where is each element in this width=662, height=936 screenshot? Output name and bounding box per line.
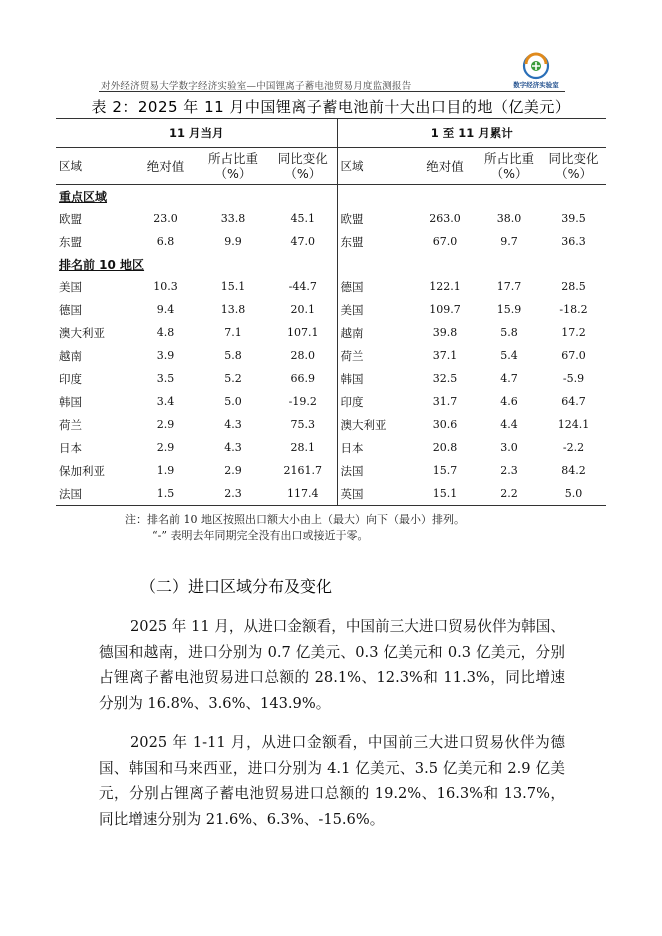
left-absolute-value: 23.0 — [153, 212, 178, 225]
right-share-value: 4.6 — [500, 395, 518, 408]
section-heading: （二）进口区域分布及变化 — [140, 577, 333, 596]
paragraph-2 — [99, 730, 565, 832]
right-region-name: 欧盟 — [340, 211, 364, 226]
col-yoy-right-l2: （%） — [555, 166, 592, 181]
left-region-name: 荷兰 — [59, 417, 82, 432]
right-absolute-value: 15.7 — [432, 464, 458, 477]
col-yoy-left — [269, 148, 337, 185]
right-absolute-value: 263.0 — [429, 212, 461, 225]
left-yoy-value: 28.0 — [269, 344, 337, 367]
col-absolute-right: 绝对值 — [413, 148, 477, 185]
section-key-regions-label — [56, 185, 337, 208]
table-row — [56, 367, 606, 390]
right-absolute-value: 30.6 — [432, 418, 458, 431]
table-note-2: “-” 表明去年同期完全没有出口或接近于零。 — [152, 529, 369, 542]
left-yoy-value: 47.0 — [269, 230, 337, 253]
right-absolute-value: 32.5 — [432, 372, 458, 385]
right-yoy-value: 36.3 — [561, 235, 586, 248]
left-yoy-value: 107.1 — [269, 321, 337, 344]
left-share-value: 5.8 — [224, 349, 242, 362]
left-region-name: 德国 — [59, 302, 82, 317]
col-share-left — [197, 148, 269, 185]
table-row — [56, 321, 606, 344]
table-row — [56, 482, 606, 506]
left-share-value: 2.3 — [197, 482, 269, 506]
right-region-name: 法国 — [340, 463, 364, 478]
left-region-name: 韩国 — [59, 394, 82, 409]
left-yoy-value: 28.1 — [269, 436, 337, 459]
left-region-name: 法国 — [56, 482, 134, 506]
left-region-name: 东盟 — [59, 234, 82, 249]
right-absolute-value: 122.1 — [429, 280, 461, 293]
paragraph-1-text: 2025 年 11 月，从进口金额看，中国前三大进口贸易伙伴为韩国、德国和越南，进口分别为 0.7 亿美元、0.3 亿美元和 0.3 亿美元，分别占锂离子蓄电池贸易进口总额的 28.1%、12.3%和 11.3%，同比增速分别为 16.8%、3.6%、143.9%。 — [99, 618, 565, 712]
col-yoy-right-l1: 同比变化 — [548, 151, 599, 166]
col-share-right-l1: 所占比重 — [484, 151, 535, 166]
section-key-regions — [56, 185, 606, 208]
right-region-name: 澳大利亚 — [340, 417, 387, 432]
right-yoy-value: 17.2 — [561, 326, 586, 339]
left-region-name: 保加利亚 — [59, 463, 105, 478]
right-share-value: 9.7 — [500, 235, 518, 248]
table-row — [56, 344, 606, 367]
col-yoy-left-l2: （%） — [284, 166, 322, 181]
left-share-value: 2.9 — [224, 464, 242, 477]
table-row — [56, 275, 606, 298]
col-share-right-l2: （%） — [490, 166, 528, 181]
left-yoy-value: 117.4 — [269, 482, 337, 506]
right-yoy-value: 84.2 — [561, 464, 586, 477]
table-row — [56, 230, 606, 253]
right-yoy-value: 39.5 — [561, 212, 586, 225]
header-divider — [99, 91, 565, 92]
left-absolute-value: 2.9 — [156, 441, 175, 454]
group-cumulative: 1 至 11 月累计 — [337, 119, 606, 148]
right-share-value: 4.4 — [500, 418, 518, 431]
right-yoy-value: 67.0 — [561, 349, 586, 362]
right-share-value: 38.0 — [496, 212, 522, 225]
left-share-value: 4.3 — [224, 418, 242, 431]
left-region-name: 日本 — [59, 440, 82, 455]
left-absolute-value: 3.5 — [156, 372, 175, 385]
right-region-name: 印度 — [340, 394, 364, 409]
left-absolute-value: 2.9 — [156, 418, 175, 431]
table-row — [56, 390, 606, 413]
section-top10-spacer — [337, 253, 606, 275]
right-yoy-value: -2.2 — [562, 441, 585, 454]
section-top10 — [56, 253, 606, 275]
left-share-value: 13.8 — [220, 303, 246, 316]
col-share-left-l1: 所占比重 — [207, 151, 258, 166]
section-key-regions-spacer — [337, 185, 606, 208]
left-share-value: 9.9 — [224, 235, 242, 248]
left-share-value: 5.2 — [224, 372, 242, 385]
right-share-value: 4.7 — [500, 372, 518, 385]
right-absolute-value: 39.8 — [432, 326, 458, 339]
right-region-name: 美国 — [340, 302, 364, 317]
left-share-value: 15.1 — [220, 280, 246, 293]
right-share-value: 5.4 — [500, 349, 518, 362]
group-current-month: 11 月当月 — [56, 119, 337, 148]
col-absolute-left: 绝对值 — [134, 148, 197, 185]
right-absolute-value: 37.1 — [432, 349, 458, 362]
table-row — [56, 413, 606, 436]
left-absolute-value: 1.9 — [156, 464, 175, 477]
left-yoy-value: -44.7 — [269, 275, 337, 298]
right-absolute-value: 67.0 — [432, 235, 458, 248]
left-region-name: 欧盟 — [59, 211, 82, 226]
col-region-left: 区域 — [56, 148, 134, 185]
left-absolute-value: 3.4 — [156, 395, 175, 408]
col-yoy-right — [541, 148, 606, 185]
right-yoy-value: 124.1 — [557, 418, 590, 431]
left-region-name: 越南 — [59, 348, 82, 363]
table-row — [56, 459, 606, 482]
left-share-value: 4.3 — [224, 441, 242, 454]
right-yoy-value: 64.7 — [561, 395, 586, 408]
left-region-name: 美国 — [59, 279, 82, 294]
left-absolute-value: 1.5 — [134, 482, 197, 506]
logo-label: 数字经济实验室 — [513, 81, 559, 89]
right-region-name: 荷兰 — [340, 348, 364, 363]
paragraph-2-text: 2025 年 1-11 月，从进口金额看，中国前三大进口贸易伙伴为德国、韩国和马来西亚，进口分别为 4.1 亿美元、3.5 亿美元和 2.9 亿美元，分别占锂离子蓄电池贸易进口总额的 19.2%、16.3%和 13.7%，同比增速分别为 21.6%、6.3%、-15.6%。 — [99, 734, 565, 828]
col-region-right: 区域 — [337, 148, 413, 185]
paragraph-1 — [99, 614, 565, 716]
right-region-name: 英国 — [337, 482, 413, 506]
section-top10-text: 排名前 10 地区 — [59, 257, 145, 272]
right-share-value: 5.8 — [500, 326, 518, 339]
table-row — [56, 436, 606, 459]
left-absolute-value: 6.8 — [156, 235, 175, 248]
section-key-regions-text: 重点区域 — [59, 189, 108, 204]
left-absolute-value: 9.4 — [156, 303, 175, 316]
left-yoy-value: 75.3 — [269, 413, 337, 436]
report-header: 对外经济贸易大学数字经济实验室—中国锂离子蓄电池贸易月度监测报告 — [101, 81, 412, 92]
left-absolute-value: 3.9 — [156, 349, 175, 362]
right-yoy-value: 5.0 — [541, 482, 606, 506]
right-yoy-value: -18.2 — [559, 303, 588, 316]
table-note-1: 注：排名前 10 地区按照出口额大小由上（最大）向下（最小）排列。 — [125, 513, 465, 526]
column-header-row — [56, 148, 606, 185]
left-yoy-value: 2161.7 — [269, 459, 337, 482]
left-absolute-value: 10.3 — [153, 280, 178, 293]
right-region-name: 日本 — [340, 440, 364, 455]
right-absolute-value: 109.7 — [429, 303, 461, 316]
group-header-row — [56, 119, 606, 148]
left-region-name: 印度 — [59, 371, 82, 386]
left-yoy-value: 45.1 — [269, 207, 337, 230]
table-row — [56, 298, 606, 321]
left-region-name: 澳大利亚 — [59, 325, 105, 340]
left-yoy-value: 66.9 — [269, 367, 337, 390]
right-share-value: 2.2 — [477, 482, 541, 506]
right-region-name: 东盟 — [340, 234, 364, 249]
left-yoy-value: 20.1 — [269, 298, 337, 321]
right-share-value: 15.9 — [496, 303, 522, 316]
right-region-name: 德国 — [340, 279, 364, 294]
col-share-right — [477, 148, 541, 185]
section-top10-label — [56, 253, 337, 275]
left-share-value: 33.8 — [220, 212, 246, 225]
right-region-name: 越南 — [340, 325, 364, 340]
left-share-value: 5.0 — [224, 395, 242, 408]
left-share-value: 7.1 — [224, 326, 242, 339]
right-yoy-value: 28.5 — [561, 280, 586, 293]
col-yoy-left-l1: 同比变化 — [277, 151, 328, 166]
left-yoy-value: -19.2 — [269, 390, 337, 413]
right-share-value: 3.0 — [500, 441, 518, 454]
right-share-value: 2.3 — [500, 464, 518, 477]
right-absolute-value: 15.1 — [413, 482, 477, 506]
left-absolute-value: 4.8 — [156, 326, 175, 339]
table-row — [56, 207, 606, 230]
table-title: 表 2：2025 年 11 月中国锂离子蓄电池前十大出口目的地（亿美元） — [91, 98, 571, 116]
col-share-left-l2: （%） — [214, 166, 252, 181]
export-destinations-table — [56, 118, 606, 506]
right-absolute-value: 31.7 — [432, 395, 458, 408]
right-region-name: 韩国 — [340, 371, 364, 386]
right-share-value: 17.7 — [496, 280, 522, 293]
right-absolute-value: 20.8 — [432, 441, 458, 454]
right-yoy-value: -5.9 — [562, 372, 585, 385]
